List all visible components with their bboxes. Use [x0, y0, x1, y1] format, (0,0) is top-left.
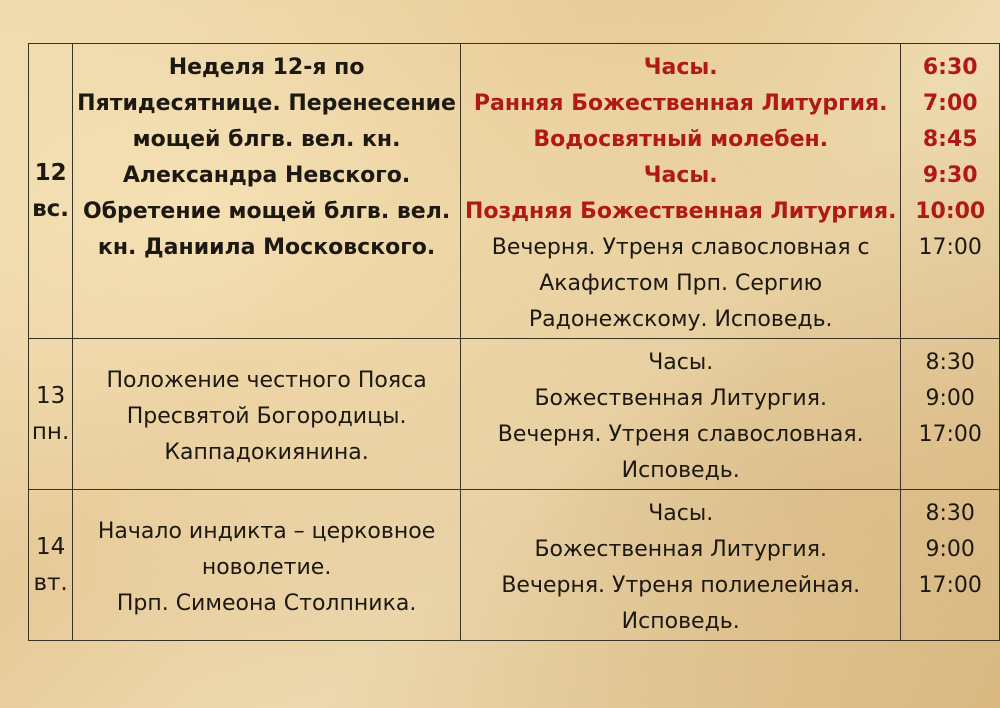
service-line: Исповедь.	[621, 609, 740, 634]
schedule-table	[28, 43, 1000, 641]
feast-line: Неделя 12-я по	[168, 55, 365, 80]
time-value: 17:00	[918, 235, 982, 260]
date-number: 13	[35, 383, 66, 409]
time-value: 17:00	[918, 573, 982, 598]
service-line: Исповедь.	[621, 458, 740, 483]
feast-cell	[73, 44, 461, 339]
services-cell	[460, 339, 900, 490]
feast-line: новолетие.	[201, 555, 332, 580]
time-value: 8:30	[925, 501, 975, 526]
service-line: Божественная Литургия.	[534, 386, 827, 411]
time-value: 9:00	[925, 386, 975, 411]
time-value: 7:00	[922, 91, 978, 116]
service-line: Часы.	[643, 163, 718, 188]
feast-line: Положение честного Пояса	[106, 368, 427, 393]
feast-line: Начало индикта – церковное	[97, 519, 436, 544]
time-value: 8:30	[925, 350, 975, 375]
feast-line: Прп. Симеона Столпника.	[116, 591, 417, 616]
service-line: Ранняя Божественная Литургия.	[473, 91, 888, 116]
service-line: Поздняя Божественная Литургия.	[464, 199, 897, 224]
date-cell	[29, 44, 73, 339]
date-weekday: пн.	[31, 419, 70, 445]
service-line: Вечерня. Утреня славословная с	[491, 235, 870, 260]
schedule-row	[29, 490, 1000, 641]
service-line: Божественная Литургия.	[534, 537, 827, 562]
feast-cell	[73, 339, 461, 490]
time-value: 10:00	[915, 199, 986, 224]
date-number: 14	[35, 534, 66, 560]
services-cell	[460, 44, 900, 339]
time-value: 17:00	[918, 422, 982, 447]
times-cell	[901, 44, 1000, 339]
date-weekday: вт.	[33, 570, 68, 596]
time-value: 6:30	[922, 55, 978, 80]
service-line: Водосвятный молебен.	[533, 127, 829, 152]
service-line: Часы.	[648, 501, 714, 526]
feast-line: Пятидесятнице. Перенесение	[77, 91, 456, 116]
date-cell	[29, 490, 73, 641]
feast-line: Обретение мощей блгв. вел.	[82, 199, 451, 224]
service-line: Вечерня. Утреня полиелейная.	[501, 573, 861, 598]
feast-line: мощей блгв. вел. кн.	[132, 127, 401, 152]
service-line: Вечерня. Утреня славословная.	[497, 422, 864, 447]
times-cell	[901, 490, 1000, 641]
feast-line: Пресвятой Богородицы.	[126, 404, 407, 429]
times-cell	[901, 339, 1000, 490]
time-value: 9:00	[925, 537, 975, 562]
feast-cell	[73, 490, 461, 641]
date-weekday: вс.	[32, 196, 70, 222]
service-line: Часы.	[648, 350, 714, 375]
date-cell	[29, 339, 73, 490]
date-number: 12	[34, 160, 67, 186]
time-value: 8:45	[922, 127, 978, 152]
service-line: Радонежскому. Исповедь.	[528, 307, 833, 332]
feast-line: Каппадокиянина.	[164, 440, 369, 465]
feast-line: кн. Даниила Московского.	[97, 235, 436, 260]
feast-line: Александра Невского.	[122, 163, 411, 188]
services-cell	[460, 490, 900, 641]
schedule-row	[29, 339, 1000, 490]
time-value: 9:30	[922, 163, 978, 188]
service-line: Акафистом Прп. Сергию	[539, 271, 823, 296]
service-line: Часы.	[643, 55, 718, 80]
schedule-row	[29, 44, 1000, 339]
